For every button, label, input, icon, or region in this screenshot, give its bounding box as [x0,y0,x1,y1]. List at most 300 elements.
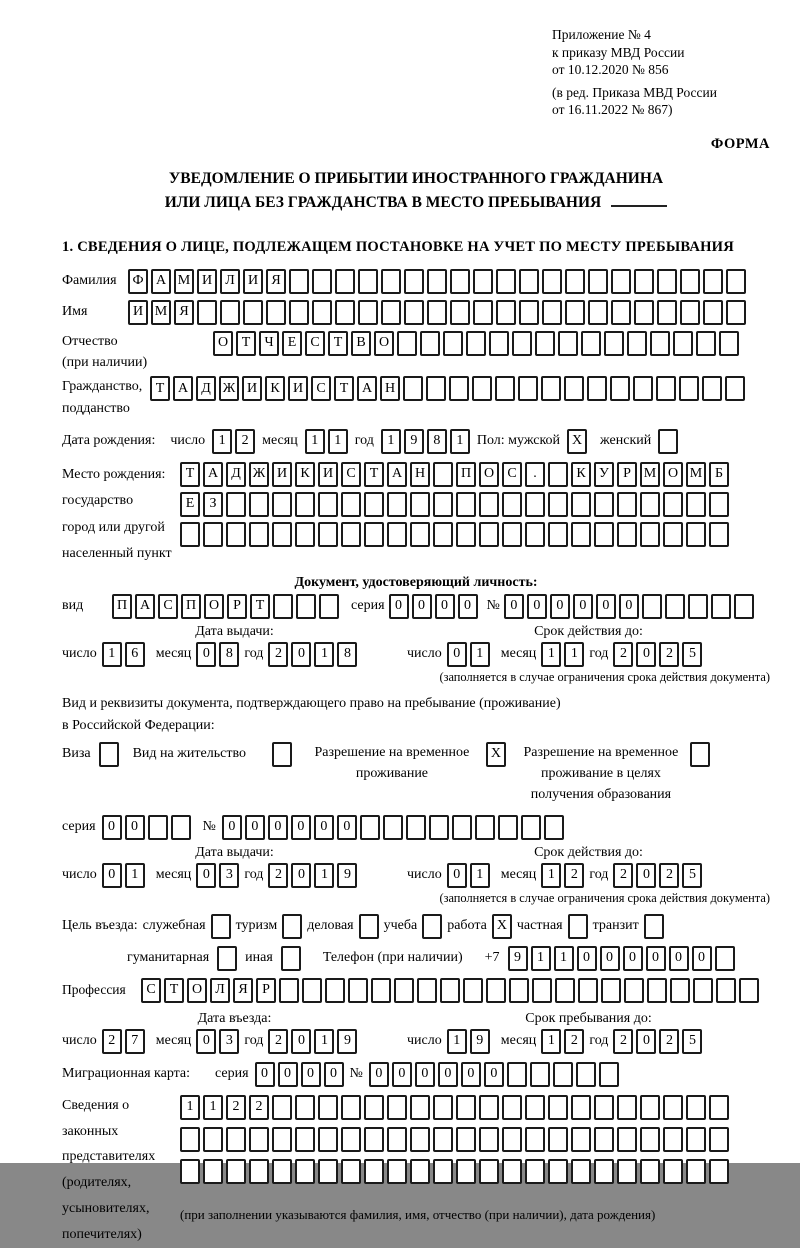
char-cell[interactable]: 2 [659,642,679,667]
char-cell[interactable] [581,331,601,356]
char-cell[interactable] [519,269,539,294]
char-cell[interactable] [519,300,539,325]
char-cell[interactable] [509,978,529,1003]
char-cell[interactable] [381,300,401,325]
char-cell[interactable] [680,269,700,294]
char-cell[interactable] [249,522,269,547]
char-cell[interactable]: М [174,269,194,294]
char-cell[interactable] [180,1159,200,1184]
char-cell[interactable] [624,978,644,1003]
char-cell[interactable] [456,1095,476,1120]
char-cell[interactable]: С [341,462,361,487]
char-cell[interactable]: Д [196,376,216,401]
checkbox-purpose-transit[interactable] [644,914,664,939]
char-cell[interactable] [558,331,578,356]
char-cell[interactable] [226,1159,246,1184]
char-cell[interactable]: 0 [324,1062,344,1087]
checkbox-visa[interactable] [99,742,119,767]
char-cell[interactable] [472,376,492,401]
char-cell[interactable] [726,269,746,294]
checkbox-purpose-official[interactable] [211,914,231,939]
char-cell[interactable] [341,1159,361,1184]
char-cell[interactable]: О [204,594,224,619]
char-cell[interactable] [709,1095,729,1120]
char-cell[interactable] [663,1127,683,1152]
char-cell[interactable] [364,492,384,517]
checkbox-purpose-tourism[interactable] [282,914,302,939]
checkbox-sex-male[interactable]: X [567,429,587,454]
char-cell[interactable] [433,462,453,487]
char-cell[interactable] [656,376,676,401]
char-cell[interactable] [203,1159,223,1184]
char-cell[interactable] [542,300,562,325]
char-cell[interactable] [417,978,437,1003]
char-cell[interactable] [571,1159,591,1184]
char-cell[interactable]: А [203,462,223,487]
char-cell[interactable]: 3 [219,863,239,888]
char-cell[interactable]: 8 [219,642,239,667]
char-cell[interactable] [634,300,654,325]
char-cell[interactable] [571,492,591,517]
char-cell[interactable]: 0 [392,1062,412,1087]
char-cell[interactable] [463,978,483,1003]
char-cell[interactable] [452,815,472,840]
char-cell[interactable]: 1 [554,946,574,971]
char-cell[interactable]: З [203,492,223,517]
char-cell[interactable] [364,1095,384,1120]
char-cell[interactable] [571,1127,591,1152]
char-cell[interactable] [479,1095,499,1120]
char-cell[interactable] [530,1062,550,1087]
char-cell[interactable]: 0 [245,815,265,840]
char-cell[interactable] [532,978,552,1003]
char-cell[interactable] [456,492,476,517]
char-cell[interactable] [456,1127,476,1152]
char-cell[interactable] [295,522,315,547]
char-cell[interactable] [364,522,384,547]
char-cell[interactable] [502,1095,522,1120]
char-cell[interactable] [341,1095,361,1120]
char-cell[interactable]: П [112,594,132,619]
char-cell[interactable] [449,376,469,401]
char-cell[interactable] [496,269,516,294]
char-cell[interactable] [703,300,723,325]
char-cell[interactable] [266,300,286,325]
char-cell[interactable] [642,594,662,619]
char-cell[interactable] [673,331,693,356]
char-cell[interactable] [686,522,706,547]
char-cell[interactable]: С [502,462,522,487]
char-cell[interactable] [627,331,647,356]
char-cell[interactable]: 0 [102,815,122,840]
char-cell[interactable] [319,594,339,619]
char-cell[interactable]: 2 [659,1029,679,1054]
char-cell[interactable] [571,1095,591,1120]
char-cell[interactable]: 9 [404,429,424,454]
char-cell[interactable] [650,331,670,356]
char-cell[interactable] [640,1095,660,1120]
char-cell[interactable] [387,1095,407,1120]
char-cell[interactable] [249,1127,269,1152]
char-cell[interactable]: Я [233,978,253,1003]
char-cell[interactable] [364,1159,384,1184]
char-cell[interactable] [594,1127,614,1152]
char-cell[interactable]: Е [180,492,200,517]
char-cell[interactable]: П [456,462,476,487]
char-cell[interactable]: 1 [564,642,584,667]
char-cell[interactable] [594,492,614,517]
char-cell[interactable] [548,1127,568,1152]
char-cell[interactable] [410,522,430,547]
char-cell[interactable]: Н [380,376,400,401]
char-cell[interactable]: 0 [636,1029,656,1054]
char-cell[interactable] [404,300,424,325]
checkbox-temp-residence-edu[interactable] [690,742,710,767]
char-cell[interactable] [601,978,621,1003]
char-cell[interactable] [383,815,403,840]
char-cell[interactable] [226,1127,246,1152]
char-cell[interactable] [479,492,499,517]
char-cell[interactable] [433,1159,453,1184]
char-cell[interactable]: 0 [619,594,639,619]
char-cell[interactable]: 0 [458,594,478,619]
char-cell[interactable]: 1 [180,1095,200,1120]
char-cell[interactable]: Д [226,462,246,487]
char-cell[interactable] [525,1159,545,1184]
char-cell[interactable]: 0 [291,1029,311,1054]
char-cell[interactable] [657,269,677,294]
char-cell[interactable] [279,978,299,1003]
char-cell[interactable] [587,376,607,401]
char-cell[interactable]: 0 [125,815,145,840]
char-cell[interactable]: Т [236,331,256,356]
char-cell[interactable]: 1 [314,1029,334,1054]
char-cell[interactable]: 8 [427,429,447,454]
char-cell[interactable]: 0 [461,1062,481,1087]
char-cell[interactable] [295,1159,315,1184]
char-cell[interactable]: Р [256,978,276,1003]
char-cell[interactable]: И [128,300,148,325]
char-cell[interactable] [456,1159,476,1184]
char-cell[interactable] [273,594,293,619]
char-cell[interactable] [693,978,713,1003]
char-cell[interactable] [427,300,447,325]
char-cell[interactable]: 1 [314,642,334,667]
char-cell[interactable] [555,978,575,1003]
char-cell[interactable]: Т [164,978,184,1003]
char-cell[interactable] [496,300,516,325]
char-cell[interactable]: К [571,462,591,487]
char-cell[interactable] [617,492,637,517]
char-cell[interactable]: А [135,594,155,619]
char-cell[interactable]: 0 [600,946,620,971]
char-cell[interactable]: У [594,462,614,487]
char-cell[interactable]: 0 [415,1062,435,1087]
char-cell[interactable] [512,331,532,356]
char-cell[interactable]: Т [364,462,384,487]
char-cell[interactable]: С [158,594,178,619]
char-cell[interactable] [226,522,246,547]
char-cell[interactable]: 1 [470,863,490,888]
char-cell[interactable]: 1 [381,429,401,454]
char-cell[interactable] [611,300,631,325]
char-cell[interactable]: 0 [278,1062,298,1087]
char-cell[interactable]: 1 [305,429,325,454]
char-cell[interactable] [426,376,446,401]
char-cell[interactable] [479,522,499,547]
char-cell[interactable] [688,594,708,619]
checkbox-purpose-business[interactable] [359,914,379,939]
char-cell[interactable] [640,522,660,547]
char-cell[interactable] [295,492,315,517]
char-cell[interactable]: 0 [291,863,311,888]
char-cell[interactable]: 0 [291,642,311,667]
char-cell[interactable]: И [243,269,263,294]
char-cell[interactable] [272,1127,292,1152]
char-cell[interactable] [507,1062,527,1087]
char-cell[interactable] [226,492,246,517]
char-cell[interactable]: 0 [222,815,242,840]
char-cell[interactable]: И [272,462,292,487]
char-cell[interactable] [473,300,493,325]
char-cell[interactable]: К [295,462,315,487]
char-cell[interactable] [456,522,476,547]
char-cell[interactable] [295,1127,315,1152]
char-cell[interactable] [544,815,564,840]
char-cell[interactable] [686,1095,706,1120]
char-cell[interactable] [594,522,614,547]
char-cell[interactable]: И [318,462,338,487]
char-cell[interactable] [564,376,584,401]
char-cell[interactable] [594,1159,614,1184]
char-cell[interactable]: 0 [196,863,216,888]
char-cell[interactable] [335,300,355,325]
char-cell[interactable]: 0 [369,1062,389,1087]
char-cell[interactable]: 0 [527,594,547,619]
char-cell[interactable] [397,331,417,356]
char-cell[interactable]: 0 [291,815,311,840]
char-cell[interactable] [433,492,453,517]
char-cell[interactable]: Ж [249,462,269,487]
char-cell[interactable] [663,492,683,517]
char-cell[interactable]: 9 [337,863,357,888]
char-cell[interactable]: Т [150,376,170,401]
char-cell[interactable]: 0 [196,1029,216,1054]
char-cell[interactable] [341,522,361,547]
char-cell[interactable]: О [374,331,394,356]
char-cell[interactable]: Т [328,331,348,356]
char-cell[interactable]: Ч [259,331,279,356]
char-cell[interactable]: Н [410,462,430,487]
char-cell[interactable] [525,1127,545,1152]
char-cell[interactable]: 0 [102,863,122,888]
char-cell[interactable]: К [265,376,285,401]
char-cell[interactable]: Я [174,300,194,325]
char-cell[interactable] [647,978,667,1003]
char-cell[interactable] [403,376,423,401]
char-cell[interactable]: 0 [438,1062,458,1087]
char-cell[interactable] [588,269,608,294]
char-cell[interactable]: С [141,978,161,1003]
char-cell[interactable] [657,300,677,325]
char-cell[interactable]: Ф [128,269,148,294]
char-cell[interactable]: 2 [235,429,255,454]
char-cell[interactable] [719,331,739,356]
char-cell[interactable] [272,1095,292,1120]
char-cell[interactable] [611,269,631,294]
char-cell[interactable]: В [351,331,371,356]
char-cell[interactable] [548,492,568,517]
char-cell[interactable] [360,815,380,840]
char-cell[interactable] [364,1127,384,1152]
char-cell[interactable] [709,1159,729,1184]
char-cell[interactable]: 5 [682,642,702,667]
char-cell[interactable] [296,594,316,619]
char-cell[interactable] [617,1127,637,1152]
char-cell[interactable] [433,1127,453,1152]
char-cell[interactable]: И [288,376,308,401]
char-cell[interactable] [686,492,706,517]
char-cell[interactable] [709,1127,729,1152]
char-cell[interactable] [180,1127,200,1152]
char-cell[interactable]: М [686,462,706,487]
char-cell[interactable]: 0 [447,642,467,667]
char-cell[interactable] [686,1159,706,1184]
char-cell[interactable]: 0 [484,1062,504,1087]
char-cell[interactable] [427,269,447,294]
char-cell[interactable]: Р [227,594,247,619]
char-cell[interactable] [387,1159,407,1184]
char-cell[interactable] [535,331,555,356]
char-cell[interactable] [525,492,545,517]
char-cell[interactable] [663,522,683,547]
char-cell[interactable]: 0 [412,594,432,619]
char-cell[interactable] [489,331,509,356]
char-cell[interactable] [302,978,322,1003]
char-cell[interactable] [220,300,240,325]
char-cell[interactable]: 2 [226,1095,246,1120]
char-cell[interactable] [604,331,624,356]
char-cell[interactable] [726,300,746,325]
char-cell[interactable] [272,1159,292,1184]
char-cell[interactable] [148,815,168,840]
char-cell[interactable]: М [640,462,660,487]
char-cell[interactable] [249,1159,269,1184]
char-cell[interactable]: 0 [389,594,409,619]
title-blank-line[interactable] [611,191,667,207]
char-cell[interactable]: 1 [314,863,334,888]
char-cell[interactable] [565,269,585,294]
char-cell[interactable]: А [151,269,171,294]
char-cell[interactable] [387,492,407,517]
char-cell[interactable] [680,300,700,325]
char-cell[interactable]: 1 [447,1029,467,1054]
char-cell[interactable]: 1 [541,1029,561,1054]
char-cell[interactable] [243,300,263,325]
char-cell[interactable] [197,300,217,325]
char-cell[interactable] [410,492,430,517]
checkbox-purpose-other[interactable] [281,946,301,971]
char-cell[interactable]: О [187,978,207,1003]
char-cell[interactable]: А [173,376,193,401]
char-cell[interactable]: 5 [682,863,702,888]
char-cell[interactable] [387,1127,407,1152]
char-cell[interactable] [410,1127,430,1152]
char-cell[interactable]: . [525,462,545,487]
char-cell[interactable] [289,269,309,294]
char-cell[interactable] [440,978,460,1003]
char-cell[interactable]: Т [250,594,270,619]
char-cell[interactable]: А [357,376,377,401]
char-cell[interactable]: О [213,331,233,356]
char-cell[interactable]: 2 [659,863,679,888]
char-cell[interactable]: 0 [692,946,712,971]
char-cell[interactable] [318,522,338,547]
char-cell[interactable]: 1 [328,429,348,454]
char-cell[interactable] [479,1127,499,1152]
checkbox-sex-female[interactable] [658,429,678,454]
char-cell[interactable]: Ж [219,376,239,401]
char-cell[interactable]: 1 [541,642,561,667]
char-cell[interactable] [289,300,309,325]
char-cell[interactable]: 0 [596,594,616,619]
char-cell[interactable]: 0 [301,1062,321,1087]
char-cell[interactable] [542,269,562,294]
char-cell[interactable]: 2 [564,1029,584,1054]
char-cell[interactable] [548,462,568,487]
char-cell[interactable] [381,269,401,294]
char-cell[interactable] [406,815,426,840]
char-cell[interactable] [553,1062,573,1087]
char-cell[interactable] [670,978,690,1003]
char-cell[interactable]: 0 [669,946,689,971]
char-cell[interactable]: 1 [470,642,490,667]
char-cell[interactable] [371,978,391,1003]
char-cell[interactable] [709,492,729,517]
char-cell[interactable] [410,1095,430,1120]
checkbox-residence-permit[interactable] [272,742,292,767]
char-cell[interactable]: 0 [435,594,455,619]
char-cell[interactable] [272,522,292,547]
char-cell[interactable] [443,331,463,356]
char-cell[interactable] [565,300,585,325]
char-cell[interactable] [203,1127,223,1152]
char-cell[interactable] [617,1159,637,1184]
char-cell[interactable] [312,269,332,294]
char-cell[interactable]: С [305,331,325,356]
char-cell[interactable] [640,492,660,517]
char-cell[interactable]: 0 [636,863,656,888]
char-cell[interactable]: Т [180,462,200,487]
char-cell[interactable]: 2 [268,642,288,667]
char-cell[interactable] [479,1159,499,1184]
char-cell[interactable]: 8 [337,642,357,667]
char-cell[interactable]: 1 [541,863,561,888]
char-cell[interactable] [594,1095,614,1120]
char-cell[interactable]: 6 [125,642,145,667]
char-cell[interactable] [249,492,269,517]
char-cell[interactable]: 1 [212,429,232,454]
char-cell[interactable] [475,815,495,840]
char-cell[interactable]: 1 [125,863,145,888]
char-cell[interactable]: 2 [564,863,584,888]
char-cell[interactable]: Л [210,978,230,1003]
char-cell[interactable]: 7 [125,1029,145,1054]
char-cell[interactable] [679,376,699,401]
char-cell[interactable] [548,1095,568,1120]
char-cell[interactable] [617,522,637,547]
char-cell[interactable]: 5 [682,1029,702,1054]
